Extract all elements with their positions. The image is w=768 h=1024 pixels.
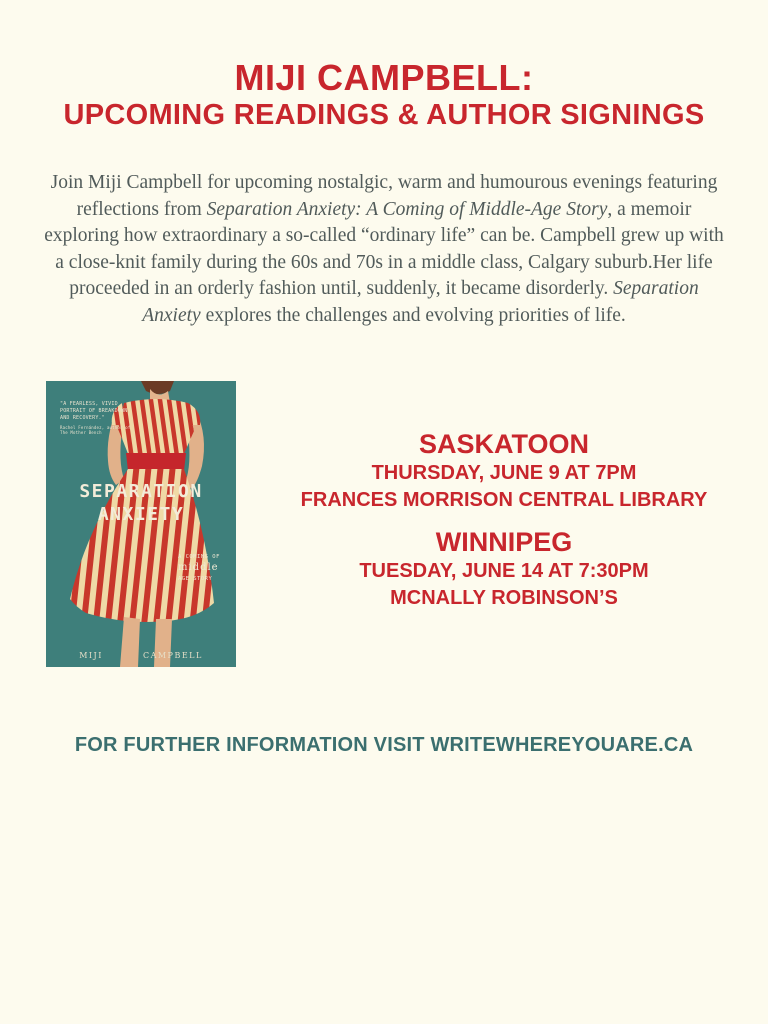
book-cover-image — [46, 381, 236, 667]
cover-subtitle-mid: middle — [178, 562, 219, 573]
intro-paragraph — [40, 170, 728, 329]
cover-blurb-attribution: Rachel Fernández, author of The Mother Bench — [60, 425, 131, 435]
intro-text-part2: , a memoir exploring how extraordinary a so-called “ordinary life” can be. Campbell grew up with a close-knit family during the 60s and 70s in a middle class, Calgary suburb.Her life proceeded in an orderly fashion until, suddenly, it became disorderly. — [44, 198, 724, 299]
event-city: WINNIPEG — [435, 527, 573, 557]
event-city: SASKATOON — [418, 429, 589, 459]
cover-blurb — [60, 401, 132, 435]
intro-text-part1: Join Miji Campbell for upcoming nostalgic, warm and humourous evenings featuring reflections from — [50, 172, 718, 220]
event-venue: MCNALLY ROBINSON’S — [390, 587, 618, 609]
page-title: MIJI CAMPBELL: — [234, 57, 534, 98]
cover-blurb-quote: "A FEARLESS, VIVID PORTRAIT OF BREAKDOWN AND RECOVERY." — [60, 401, 128, 421]
cover-subtitle-bottom: AGE STORY — [178, 576, 213, 582]
event-winnipeg — [250, 526, 758, 612]
cover-subtitle — [178, 553, 234, 583]
cover-title-line1: SEPARATION — [79, 481, 203, 502]
event-venue: FRANCES MORRISON CENTRAL LIBRARY — [300, 489, 708, 511]
intro-text-part3: explores the challenges and evolving priorities of life. — [200, 304, 626, 326]
footer-info-link[interactable]: FOR FURTHER INFORMATION VISIT WRITEWHEREYOUARE.CA — [74, 734, 694, 756]
events-list — [250, 428, 758, 612]
cover-subtitle-top: A COMING OF — [178, 554, 220, 560]
cover-author: MIJI CAMPBELL — [79, 651, 203, 660]
book-title-short: Separation Anxiety — [142, 278, 699, 326]
event-date: TUESDAY, JUNE 14 AT 7:30PM — [359, 560, 649, 582]
cover-title-line2: ANXIETY — [97, 504, 185, 525]
cover-title — [46, 480, 236, 526]
page-subtitle: UPCOMING READINGS & AUTHOR SIGNINGS — [63, 99, 705, 131]
event-saskatoon — [250, 428, 758, 514]
event-date: THURSDAY, JUNE 9 AT 7PM — [371, 462, 637, 484]
book-title-full: Separation Anxiety: A Coming of Middle-Age Story — [206, 198, 608, 220]
